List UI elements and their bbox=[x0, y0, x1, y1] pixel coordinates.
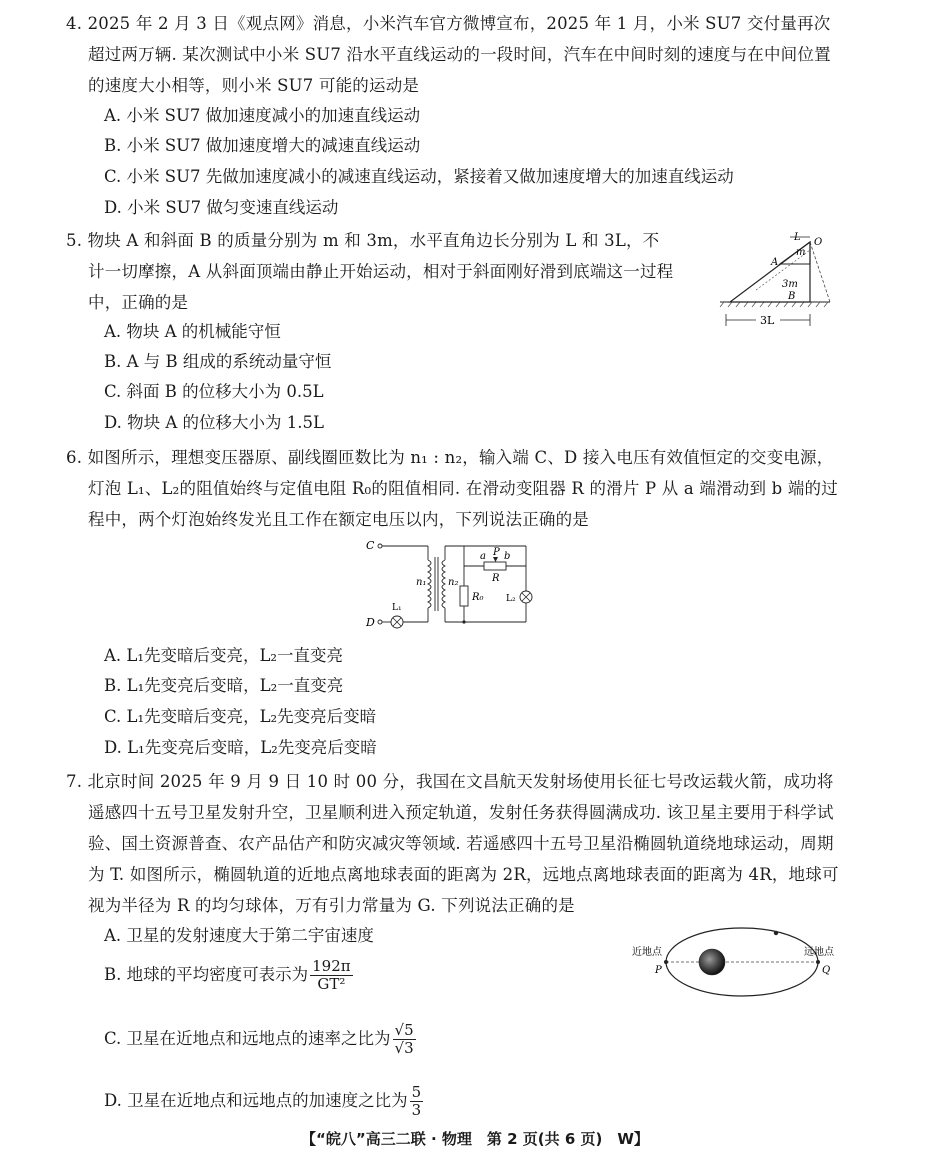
question-7-option-d-fraction bbox=[410, 1084, 424, 1119]
question-7-option-d bbox=[104, 1084, 425, 1119]
incline-label-3m: 3m bbox=[782, 279, 798, 290]
question-5-option-c: C. 斜面 B 的位移大小为 0.5L bbox=[104, 382, 324, 401]
circuit-label-n2: n₂ bbox=[448, 577, 459, 588]
orbit-label-Q: Q bbox=[822, 965, 831, 976]
question-7-stem: 7. 北京时间 2025 年 9 月 9 日 10 时 00 分，我国在文昌航天发射场使用长征七号改运载火箭，成功将遥感四十五号卫星发射升空，卫星顺利进入预定轨道，发射任务获得圆满成功. 该卫星主要用于科学试验、国土资源普查、农产品估产和防灾减灾等领域. 若遥感四十五号卫星沿椭圆轨道绕地球运动，周期为 T. 如图所示，椭圆轨道的近地点离地球表面的距离为 2R，远地点离地球表面的距离为 4R，地球可视为半径为 R 的均匀球体，万有引力常量为 G. 下列说法正确的是 bbox=[66, 772, 839, 915]
question-6 bbox=[66, 442, 846, 535]
circuit-label-n1: n₁ bbox=[416, 577, 427, 588]
earth-icon bbox=[699, 949, 725, 975]
question-6-option-d: D. L₁先变亮后变暗，L₂先变亮后变暗 bbox=[104, 738, 377, 757]
question-6-option-b: B. L₁先变亮后变暗，L₂一直变亮 bbox=[104, 676, 344, 695]
incline-label-m: m bbox=[796, 247, 806, 258]
question-6-stem: 6. 如图所示，理想变压器原、副线圈匝数比为 n₁ : n₂，输入端 C、D 接入电压有效值恒定的交变电源，灯泡 L₁、L₂的阻值始终与定值电阻 R₀的阻值相同. 在滑动变阻器 R 的滑片 P 从 a 端滑动到 b 端的过程中，两个灯泡始终发光且工作在额定电压以内，下列说法正确的是 bbox=[66, 448, 838, 529]
circuit-label-b: b bbox=[504, 551, 511, 562]
incline-label-L: L bbox=[794, 232, 801, 243]
question-7-option-c-numerator: √5 bbox=[394, 1021, 414, 1039]
question-4-option-d: D. 小米 SU7 做匀变速直线运动 bbox=[104, 198, 339, 217]
incline-label-3L: 3L bbox=[760, 314, 775, 327]
question-5-option-b: B. A 与 B 组成的系统动量守恒 bbox=[104, 352, 332, 371]
question-6-option-c: C. L₁先变暗后变亮，L₂先变亮后变暗 bbox=[104, 707, 377, 726]
orbit-figure bbox=[626, 922, 846, 1004]
question-7-option-b-denominator: GT² bbox=[317, 975, 346, 993]
page-footer: 【“皖八”高三二联 · 物理 第 2 页(共 6 页) W】 bbox=[301, 1130, 649, 1148]
circuit-label-P: P bbox=[493, 547, 500, 558]
incline-label-A: A bbox=[771, 257, 779, 268]
question-4-option-a: A. 小米 SU7 做加速度减小的加速直线运动 bbox=[104, 106, 421, 125]
question-7-option-a: A. 卫星的发射速度大于第二宇宙速度 bbox=[104, 926, 374, 945]
question-7-option-d-text: D. 卫星在近地点和远地点的加速度之比为 bbox=[104, 1091, 408, 1110]
question-7-option-b-text: B. 地球的平均密度可表示为 bbox=[104, 965, 309, 984]
question-7-option-c-text: C. 卫星在近地点和远地点的速率之比为 bbox=[104, 1029, 391, 1048]
orbit-label-near: 近地点 bbox=[632, 947, 662, 958]
transformer-circuit-figure bbox=[364, 535, 544, 635]
circuit-label-a: a bbox=[480, 551, 486, 562]
circuit-label-R0: R₀ bbox=[472, 592, 484, 603]
question-7-option-c-fraction bbox=[393, 1022, 416, 1057]
circuit-label-D: D bbox=[366, 616, 375, 629]
circuit-label-L2: L₂ bbox=[506, 594, 516, 604]
question-7 bbox=[66, 766, 846, 921]
question-6-option-a: A. L₁先变暗后变亮，L₂一直变亮 bbox=[104, 646, 344, 665]
question-7-option-d-denominator: 3 bbox=[411, 1101, 422, 1119]
circuit-label-R: R bbox=[492, 573, 500, 584]
incline-figure bbox=[718, 230, 838, 330]
question-7-option-b bbox=[104, 958, 355, 993]
question-5 bbox=[66, 225, 676, 318]
question-4 bbox=[66, 8, 846, 101]
circuit-label-C: C bbox=[366, 539, 375, 552]
question-4-option-b: B. 小米 SU7 做加速度增大的减速直线运动 bbox=[104, 136, 421, 155]
question-4-option-c: C. 小米 SU7 先做加速度减小的减速直线运动，紧接着又做加速度增大的加速直线运动 bbox=[104, 167, 734, 186]
question-7-option-c bbox=[104, 1022, 418, 1057]
orbit-label-P: P bbox=[655, 965, 662, 976]
question-5-option-a: A. 物块 A 的机械能守恒 bbox=[104, 322, 281, 341]
question-7-option-c-denominator: √3 bbox=[394, 1039, 414, 1057]
question-7-option-d-numerator: 5 bbox=[411, 1083, 422, 1101]
question-5-option-d: D. 物块 A 的位移大小为 1.5L bbox=[104, 413, 324, 432]
orbit-label-far: 远地点 bbox=[804, 947, 834, 958]
question-4-stem: 4. 2025 年 2 月 3 日《观点网》消息，小米汽车官方微博宣布，2025 年 1 月，小米 SU7 交付量再次超过两万辆. 某次测试中小米 SU7 沿水平直线运动的一段时间，汽车在中间时刻的速度与在中间位置的速度大小相等，则小米 SU7 可能的运动是 bbox=[66, 14, 831, 95]
question-7-option-b-numerator: 192π bbox=[312, 957, 351, 975]
question-7-option-b-fraction bbox=[310, 958, 353, 993]
incline-label-B: B bbox=[788, 291, 796, 302]
question-5-stem: 5. 物块 A 和斜面 B 的质量分别为 m 和 3m，水平直角边长分别为 L 和 3L，不计一切摩擦，A 从斜面顶端由静止开始运动，相对于斜面刚好滑到底端这一过程中，正确的是 bbox=[66, 231, 674, 312]
incline-label-O: O bbox=[814, 237, 823, 248]
circuit-label-L1: L₁ bbox=[392, 603, 402, 613]
